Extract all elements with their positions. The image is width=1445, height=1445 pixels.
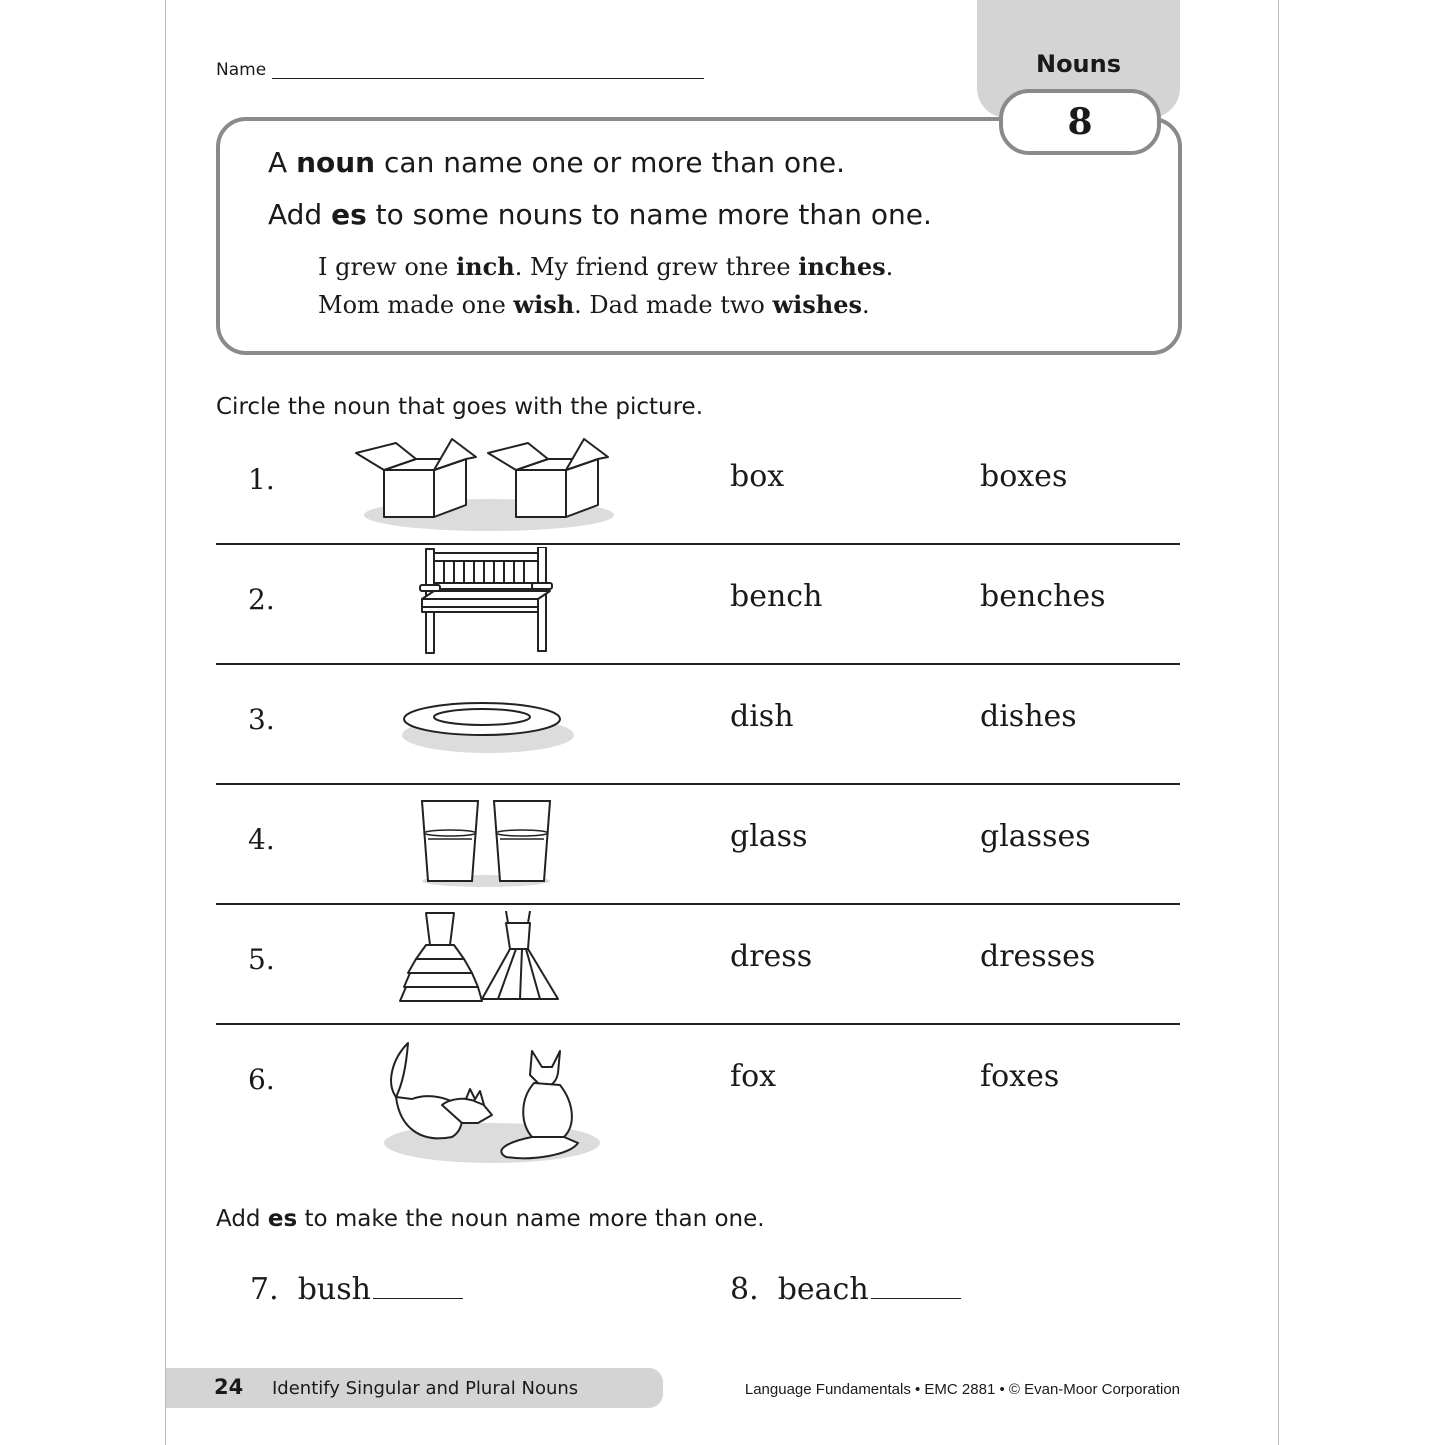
rule-text: A xyxy=(268,146,297,179)
example-keyword: inches xyxy=(798,252,886,281)
answer-blank[interactable] xyxy=(871,1298,961,1299)
fill-item-8 xyxy=(730,1272,961,1307)
item-number: 6. xyxy=(248,1063,275,1096)
bench-icon xyxy=(416,547,556,657)
instruction-add-es xyxy=(216,1206,765,1232)
choice-plural[interactable]: glasses xyxy=(980,819,1091,854)
choice-plural[interactable]: foxes xyxy=(980,1059,1060,1094)
example-line-1 xyxy=(318,252,893,281)
item-number: 7. xyxy=(250,1272,279,1307)
choice-plural[interactable]: boxes xyxy=(980,459,1068,494)
two-glasses-icon xyxy=(416,799,556,889)
example-keyword: wishes xyxy=(772,290,863,319)
choice-singular[interactable]: bench xyxy=(730,579,823,614)
instruction-circle: Circle the noun that goes with the picture. xyxy=(216,394,704,420)
item-word: beach xyxy=(777,1272,869,1307)
item-word: bush xyxy=(297,1272,371,1307)
example-text: I grew one xyxy=(318,253,457,281)
exercise-row-6 xyxy=(216,1035,1180,1155)
choice-singular[interactable]: box xyxy=(730,459,785,494)
row-divider xyxy=(216,543,1180,545)
lesson-number: 8 xyxy=(999,89,1161,155)
row-divider xyxy=(216,903,1180,905)
footer-topic: Identify Singular and Plural Nouns xyxy=(272,1378,579,1399)
example-text: . xyxy=(862,291,870,319)
item-number: 8. xyxy=(730,1272,759,1307)
exercise-row-2 xyxy=(216,555,1180,675)
footer-credit: Language Fundamentals • EMC 2881 • © Evan-Moor Corporation xyxy=(744,1381,1180,1398)
name-line[interactable] xyxy=(272,78,704,79)
page-left-edge xyxy=(165,0,166,1445)
choice-plural[interactable]: dresses xyxy=(980,939,1096,974)
rule-text: Add xyxy=(268,198,332,231)
item-number: 2. xyxy=(248,583,275,616)
rule-line-1 xyxy=(268,146,845,179)
two-foxes-icon xyxy=(382,1039,622,1169)
item-number: 4. xyxy=(248,823,275,856)
row-divider xyxy=(216,783,1180,785)
item-number: 1. xyxy=(248,463,275,496)
page-number: 24 xyxy=(214,1375,244,1399)
example-text: . xyxy=(885,253,894,281)
instruction-keyword: es xyxy=(267,1206,298,1232)
choice-singular[interactable]: fox xyxy=(730,1059,777,1094)
choice-singular[interactable]: dress xyxy=(730,939,813,974)
instruction-text: to make the noun name more than one. xyxy=(297,1206,765,1232)
item-number: 5. xyxy=(248,943,275,976)
choice-singular[interactable]: glass xyxy=(730,819,808,854)
two-dresses-icon xyxy=(398,909,578,1009)
exercise-row-4 xyxy=(216,795,1180,915)
exercise-row-3 xyxy=(216,675,1180,795)
row-divider xyxy=(216,663,1180,665)
choice-singular[interactable]: dish xyxy=(730,699,794,734)
fill-item-7 xyxy=(250,1272,463,1307)
choice-plural[interactable]: dishes xyxy=(980,699,1077,734)
example-keyword: wish xyxy=(513,290,575,319)
page-right-edge xyxy=(1278,0,1279,1445)
example-text: . Dad made two xyxy=(574,291,773,319)
example-text: Mom made one xyxy=(318,291,514,319)
rule-text: can name one or more than one. xyxy=(375,146,846,179)
rule-text: to some nouns to name more than one. xyxy=(366,198,932,231)
example-text: . My friend grew three xyxy=(514,253,799,281)
rule-line-2 xyxy=(268,198,932,231)
exercise-row-1 xyxy=(216,435,1180,555)
example-keyword: inch xyxy=(456,252,515,281)
answer-blank[interactable] xyxy=(373,1298,463,1299)
rule-keyword: es xyxy=(331,198,367,231)
choice-plural[interactable]: benches xyxy=(980,579,1106,614)
instruction-text: Add xyxy=(216,1206,268,1232)
two-boxes-icon xyxy=(354,435,624,535)
item-number: 3. xyxy=(248,703,275,736)
name-label: Name xyxy=(216,60,267,80)
example-line-2 xyxy=(318,290,870,319)
dish-icon xyxy=(396,693,576,757)
tab-title: Nouns xyxy=(1035,50,1122,78)
rule-keyword: noun xyxy=(296,146,376,179)
row-divider xyxy=(216,1023,1180,1025)
exercise-row-5 xyxy=(216,915,1180,1035)
